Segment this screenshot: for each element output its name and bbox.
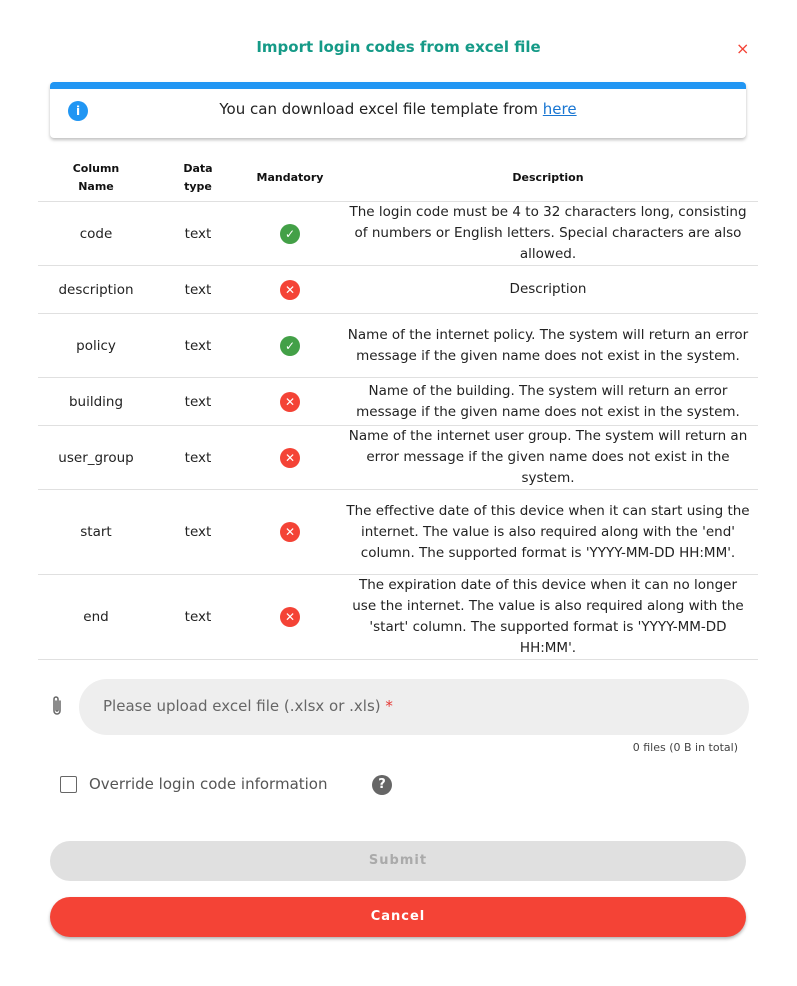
help-icon[interactable]: ? (372, 775, 392, 795)
submit-button[interactable]: Submit (50, 841, 746, 881)
cancel-button[interactable]: Cancel (50, 897, 746, 937)
cancel-circle-icon: ✕ (280, 448, 300, 468)
description-cell: The login code must be 4 to 32 characters long, consisting of numbers or English letters. Special characters are also allowed. (338, 202, 758, 266)
override-checkbox[interactable] (60, 776, 77, 793)
required-mark: * (385, 697, 393, 715)
data-type-cell: text (154, 314, 242, 378)
table-row (38, 426, 758, 490)
alert-message: You can download excel file template from (219, 100, 543, 118)
file-count: 0 files (0 B in total) (632, 741, 738, 754)
data-type-cell: text (154, 202, 242, 266)
cancel-circle-icon: ✕ (280, 607, 300, 627)
mandatory-cell (242, 490, 338, 575)
description-cell: Name of the internet policy. The system will return an error message if the given name does not exist in the system. (338, 314, 758, 378)
table-row (38, 575, 758, 660)
check-circle-icon: ✓ (280, 336, 300, 356)
override-label[interactable]: Override login code information (89, 775, 328, 793)
table-header-row (38, 155, 758, 202)
table-row (38, 490, 758, 575)
mandatory-cell (242, 426, 338, 490)
check-circle-icon: ✓ (280, 224, 300, 244)
info-alert (50, 82, 746, 138)
column-name-cell: user_group (38, 426, 154, 490)
header-mandatory: Mandatory (242, 155, 338, 202)
mandatory-cell (242, 378, 338, 426)
header-data-type (154, 155, 242, 202)
mandatory-cell (242, 266, 338, 314)
header-label: Column Name (72, 162, 120, 193)
description-cell: Description (338, 266, 758, 314)
description-cell: Name of the internet user group. The system will return an error message if the given name does not exist in the system. (338, 426, 758, 490)
column-name-cell: code (38, 202, 154, 266)
column-name-cell: policy (38, 314, 154, 378)
close-icon[interactable]: × (736, 39, 750, 58)
description-cell: Name of the building. The system will return an error message if the given name does not exist in the system. (338, 378, 758, 426)
file-upload-input[interactable] (79, 679, 749, 735)
description-cell: The expiration date of this device when it can no longer use the internet. The value is also required along with the 'start' column. The supported format is 'YYYY-MM-DD HH:MM'. (338, 575, 758, 660)
cancel-circle-icon: ✕ (280, 280, 300, 300)
column-name-cell: description (38, 266, 154, 314)
column-name-cell: end (38, 575, 154, 660)
mandatory-cell (242, 575, 338, 660)
mandatory-cell (242, 314, 338, 378)
alert-accent-bar (50, 82, 746, 89)
header-label: Data type (183, 162, 213, 193)
cancel-circle-icon: ✕ (280, 392, 300, 412)
header-description: Description (338, 155, 758, 202)
cancel-circle-icon: ✕ (280, 522, 300, 542)
column-name-cell: building (38, 378, 154, 426)
header-column-name (38, 155, 154, 202)
paperclip-icon[interactable] (50, 695, 64, 722)
table-row (38, 266, 758, 314)
description-cell: The effective date of this device when it can start using the internet. The value is also required along with the 'end' column. The supported format is 'YYYY-MM-DD HH:MM'. (338, 490, 758, 575)
data-type-cell: text (154, 575, 242, 660)
info-icon: i (68, 101, 88, 121)
upload-row (50, 679, 750, 735)
table-row (38, 202, 758, 266)
data-type-cell: text (154, 490, 242, 575)
data-type-cell: text (154, 378, 242, 426)
mandatory-cell (242, 202, 338, 266)
data-type-cell: text (154, 426, 242, 490)
columns-table (38, 155, 758, 660)
dialog-title: Import login codes from excel file (256, 38, 541, 56)
column-name-cell: start (38, 490, 154, 575)
alert-text (50, 100, 746, 118)
data-type-cell: text (154, 266, 242, 314)
file-upload-placeholder (103, 697, 393, 715)
template-download-link[interactable]: here (542, 100, 577, 118)
table-row (38, 314, 758, 378)
table-row (38, 378, 758, 426)
placeholder-text: Please upload excel file (.xlsx or .xls) (103, 697, 381, 715)
